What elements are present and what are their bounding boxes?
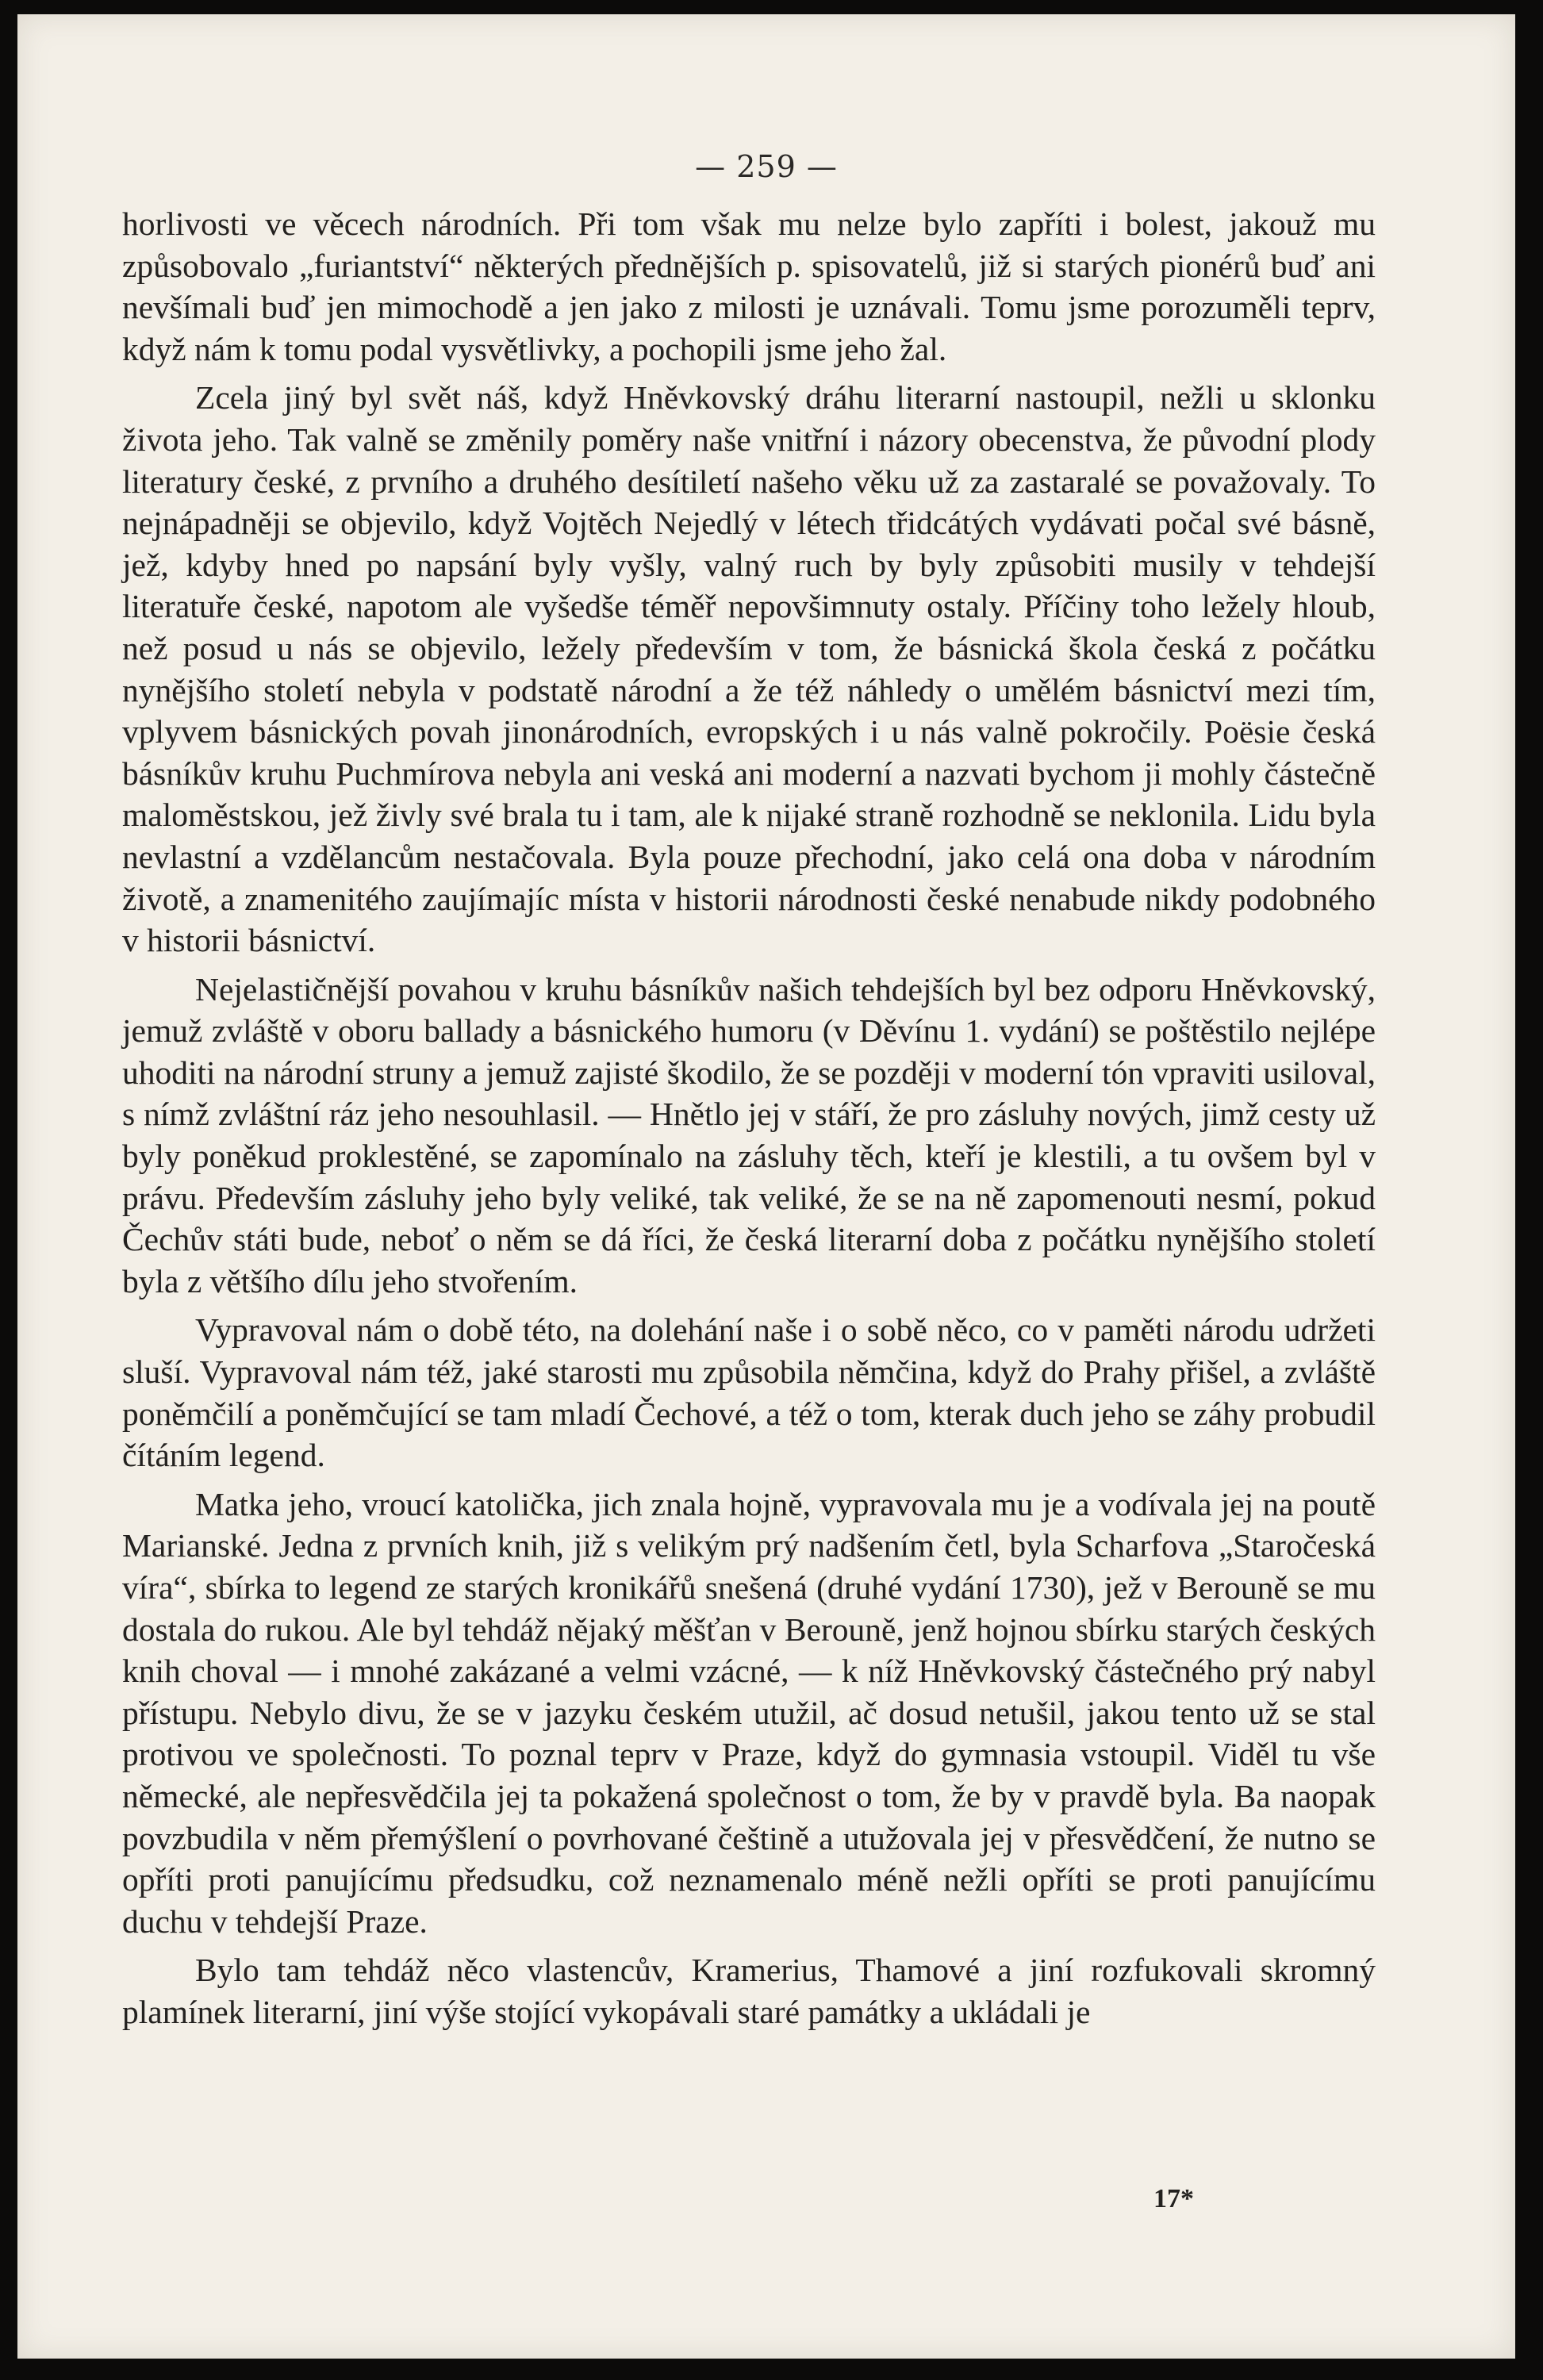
page-number: — 259 — xyxy=(695,149,838,184)
paragraph: Vypravoval nám o době této, na dolehání naše i o sobě něco, co v paměti národu udržeti sluší. Vypravoval nám též, jaké starosti mu způsobila němčina, když do Prahy přišel, a zvláště poněmčilí a poněmčující se tam mladí Čechové, a též o tom, kterak duch jeho se záhy probudil čítáním legend. xyxy=(122,1311,1376,1474)
book-page xyxy=(17,14,1515,2359)
paragraph: Zcela jiný byl svět náš, když Hněvkovský dráhu literarní nastoupil, nežli u sklonku života jeho. Tak valně se změnily poměry naše vnitřní i názory obecenstva, že původní plody literatury české, z prvního a druhého desítiletí našeho věku už za zastaralé se považovaly. To nejnápadněji se objevilo, když Vojtěch Nejedlý v létech třidcátých vydávati počal své básně, jež, kdyby hned po napsání byly vyšly, valný ruch by byly způsobiti musily v tehdejší literatuře české, napotom ale vyšedše téměř nepovšimnuty ostaly. Příčiny toho ležely hloub, než posud u nás se objevilo, ležely především v tom, že básnická škola česká z počátku nynějšího století nebyla v podstatě národní a že též náhledy o umělém básnictví mezi tím, vplyvem básnických povah jinonárodních, evropských i u nás valně pokročily. Poësie česká básníkův kruhu Puchmírova nebyla ani veská ani moderní a nazvati bychom ji mohly částečně maloměstskou, jež živly své brala tu i tam, ale k nijaké straně rozhodně se neklonila. Lidu byla nevlastní a vzdělancům nestačovala. Byla pouze přechodní, jako celá ona doba v národním životě, a znamenitého zaujímajíc místa v historii národnosti české nenabude nikdy podobného v historii básnictví. xyxy=(122,379,1376,959)
paragraph: Matka jeho, vroucí katolička, jich znala hojně, vypravovala mu je a vodívala jej na poutě Marianské. Jedna z prvních knih, již s velikým prý nadšením četl, byla Scharfova „Staročeská víra“, sbírka to legend ze starých kronikářů snešená (druhé vydání 1730), jež v Berouně se mu dostala do rukou. Ale byl tehdáž nějaký měšťan v Berouně, jenž hojnou sbírku starých českých knih choval — i mnohé zakázané a velmi vzácné, — k níž Hněvkovský částečného prý nabyl přístupu. Nebylo divu, že se v jazyku českém utužil, ač dosud netušil, jakou tento už se stal protivou ve společnosti. To poznal teprv v Praze, když do gymnasia vstoupil. Viděl tu vše německé, ale nepřesvědčila jej ta pokažená společnost o tom, že by v pravdě byla. Ba naopak povzbudila v něm přemýšlení o povrhované češtině a utužovala jej v přesvědčení, že nutno se opříti proti panujícímu předsudku, což neznamenalo méně nežli opříti se proti panujícímu duchu v tehdejší Praze. xyxy=(122,1485,1376,1940)
body-text xyxy=(122,203,1376,2040)
paragraph-continuation: horlivosti ve věcech národních. Při tom však mu nelze bylo zapříti i bolest, jakouž mu způsobovalo „furiantství“ některých přednějších p. spisovatelů, již si starých pionérů buď ani nevšímali buď jen mimochodě a jen jako z milosti je uznávali. Tomu jsme porozuměli teprv, když nám k tomu podal vysvětlivky, a pochopili jsme jeho žal. xyxy=(122,205,1376,367)
paragraph: Nejelastičnější povahou v kruhu básníkův našich tehdejších byl bez odporu Hněvkovský, jemuž zvláště v oboru ballady a básnického humoru (v Děvínu 1. vydání) se poštěstilo nejlépe uhoditi na národní struny a jemuž zajisté škodilo, že se později v moderní tón vpraviti usiloval, s nímž zvláštní ráz jeho nesouhlasil. — Hnětlo jej v stáří, že pro zásluhy nových, jimž cesty už byly poněkud proklestěné, se zapomínalo na zásluhy těch, kteří je klestili, a tu ovšem byl v právu. Především zásluhy jeho byly veliké, tak veliké, že se na ně zapomenouti nesmí, pokud Čechův státi bude, neboť o něm se dá říci, že česká literarní doba z počátku nynějšího století byla z většího dílu jeho stvořením. xyxy=(122,970,1376,1299)
signature-mark: 17* xyxy=(1153,2184,1194,2213)
paragraph: Bylo tam tehdáž něco vlastencův, Kramerius, Thamové a jiní rozfukovali skromný plamínek literarní, jiní výše stojící vykopávali staré památky a ukládali je xyxy=(122,1952,1376,2030)
